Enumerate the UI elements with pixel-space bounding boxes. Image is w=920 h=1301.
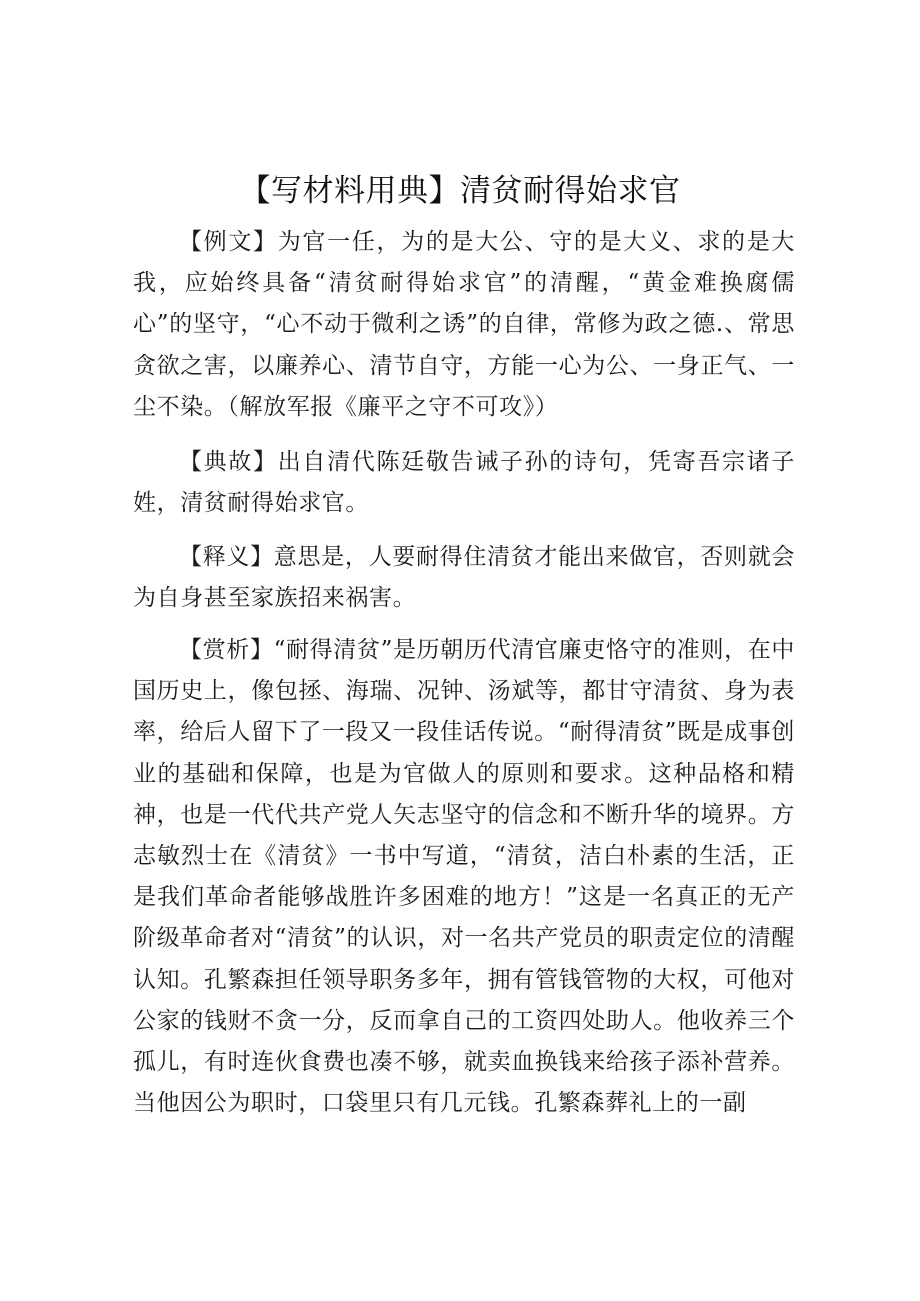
document-title: 【写材料用典】清贫耐得始求官 (239, 173, 681, 209)
paragraph-appreciation: 【赏析】“耐得清贫”是历朝历代清官廉吏恪守的准则，在中国历史上，像包拯、海瑞、况钟、汤斌等，都甘守清贫、身为表率，给后人留下了一段又一段佳话传说。“耐得清贫”既是成事创业的基础和保障，也是为官做人的原则和要求。这种品格和精神，也是一代代共产党人矢志坚守的信念和不断升华的境界。方志敏烈士在《清贫》一书中写道，“清贫，洁白朴素的生活，正是我们革命者能够战胜许多困难的地方！”这是一名真正的无产阶级革命者对“清贫”的认识，对一名共产党员的职责定位的清醒认知。孔繁森担任领导职务多年，拥有管钱管物的大权，可他对公家的钱财不贪一分，反而拿自己的工资四处助人。他收养三个孤儿，有时连伙食费也凑不够，就卖血换钱来给孩子添补营养。当他因公为职时，口袋里只有几元钱。孔繁森葬礼上的一副 (133, 637, 795, 1117)
paragraph-example: 【例文】为官一任，为的是大公、守的是大义、求的是大我，应始终具备“清贫耐得始求官”的清醒，“黄金难换腐儒心”的坚守，“心不动于微利之诱”的自律，常修为政之德.、常思贪欲之害，以廉养心、清节自守，方能一心为公、一身正气、一尘不染。（解放军报《廉平之守不可攻》） (133, 229, 795, 420)
paragraph-interpretation: 【释义】意思是，人要耐得住清贫才能出来做官，否则就会为自身甚至家族招来祸害。 (133, 544, 795, 612)
paragraph-allusion: 【典故】出自清代陈廷敬告诫子孙的诗句，凭寄吾宗诸子姓，清贫耐得始求官。 (133, 449, 795, 517)
